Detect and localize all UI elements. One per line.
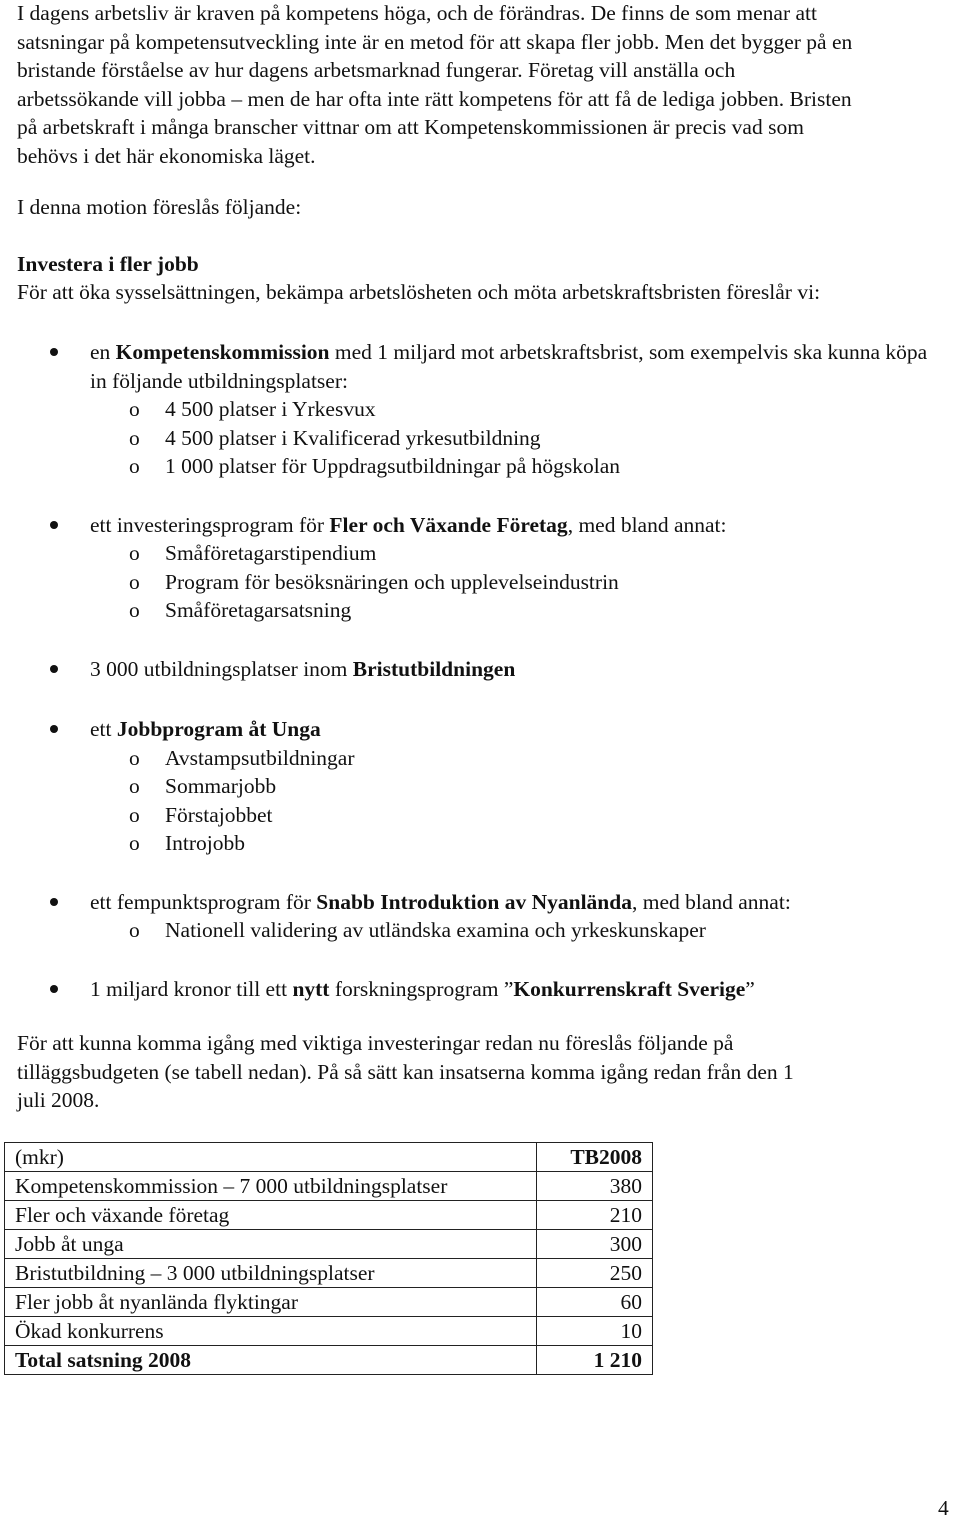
table-cell-value: 1 210 <box>537 1346 653 1375</box>
list-item: ett investeringsprogram för Fler och Växande Företag, med bland annat: o Småföretagarstipendium o Program för besöksnäringen och upplevelseindustrin o Småföretagarsatsning <box>17 511 947 625</box>
bullet-icon <box>50 348 58 356</box>
table-cell-value: 60 <box>537 1288 653 1317</box>
table-header-cell: TB2008 <box>537 1143 653 1172</box>
bullet-icon <box>50 898 58 906</box>
intro-paragraph: I dagens arbetsliv är kraven på kompetens höga, och de förändras. De finns de som menar att satsningar på kompetensutveckling inte är en metod för att skapa fler jobb. Men det bygger på en bristande förståelse av hur dagens arbetsmarknad fungerar. Företag vill anställa och arbetssökande vill jobba – men de har ofta inte rätt kompetens för att få de lediga jobben. Bristen på arbetskraft i många branscher vittnar om att Kompetenskommissionen är precis vad som behövs i det här ekonomiska läget. <box>17 1 853 168</box>
bullet-icon <box>50 725 58 733</box>
list-item: ett fempunktsprogram för Snabb Introduktion av Nyanlända, med bland annat: o Nationell validering av utländska examina och yrkeskunskaper <box>17 888 947 945</box>
table-cell-value: 380 <box>537 1172 653 1201</box>
table-cell-label: Kompetenskommission – 7 000 utbildningsplatser <box>5 1172 537 1201</box>
sub-item: o Program för besöksnäringen och upplevelseindustrin <box>129 569 619 594</box>
section-lead: För att öka sysselsättningen, bekämpa arbetslösheten och möta arbetskraftsbristen föreslår vi: <box>17 280 821 304</box>
table-total-row <box>5 1346 653 1375</box>
bullet-icon <box>50 665 58 673</box>
table-header-cell: (mkr) <box>5 1143 537 1172</box>
table-cell-value: 300 <box>537 1230 653 1259</box>
table-cell-label: Total satsning 2008 <box>5 1346 537 1375</box>
table-row <box>5 1288 653 1317</box>
table-cell-value: 250 <box>537 1259 653 1288</box>
sub-item: o Nationell validering av utländska examina och yrkeskunskaper <box>129 918 706 942</box>
table-cell-value: 10 <box>537 1317 653 1346</box>
list-item: en Kompetenskommission med 1 miljard mot arbetskraftsbrist, som exempelvis ska kunna köpa in följande utbildningsplatser: o 4 500 platser i Yrkesvux o 4 500 platser i Kvalificerad yrkesutbildning o 1 000 platser för Uppdragsutbildningar på högskolan <box>17 338 947 481</box>
table-row <box>5 1230 653 1259</box>
bullet-icon <box>50 521 58 529</box>
list-item: 3 000 utbildningsplatser inom Bristutbildningen <box>17 655 947 684</box>
table-cell-value: 210 <box>537 1201 653 1230</box>
table-cell-label: Ökad konkurrens <box>5 1317 537 1346</box>
closing-paragraph: För att kunna komma igång med viktiga investeringar redan nu föreslås följande på tilläggsbudgeten (se tabell nedan). På så sätt kan insatserna komma igång redan från den 1 juli 2008. <box>17 1031 794 1112</box>
sub-item: o Förstajobbet <box>129 802 273 827</box>
bullet-icon <box>50 985 58 993</box>
list-item: ett Jobbprogram åt Unga o Avstampsutbildningar o Sommarjobb o Förstajobbet o Introjobb <box>17 715 947 858</box>
sub-item: o Småföretagarsatsning <box>129 598 352 622</box>
budget-table <box>4 1142 653 1375</box>
sub-item: o Småföretagarstipendium <box>129 541 377 565</box>
section-heading: Investera i fler jobb <box>17 252 199 276</box>
table-row <box>5 1317 653 1346</box>
table-row <box>5 1172 653 1201</box>
table-row <box>5 1201 653 1230</box>
sub-item: o 4 500 platser i Yrkesvux <box>129 397 376 421</box>
page-number: 4 <box>938 1496 949 1520</box>
table-cell-label: Jobb åt unga <box>5 1230 537 1259</box>
table-cell-label: Bristutbildning – 3 000 utbildningsplatser <box>5 1259 537 1288</box>
sub-item: o Introjobb <box>129 831 246 855</box>
table-header-row <box>5 1143 653 1172</box>
proposal-list <box>17 338 947 1003</box>
sub-item: o Avstampsutbildningar <box>129 745 355 770</box>
table-row <box>5 1259 653 1288</box>
sub-item: o 4 500 platser i Kvalificerad yrkesutbildning <box>129 425 541 450</box>
table-cell-label: Fler jobb åt nyanlända flyktingar <box>5 1288 537 1317</box>
list-item: 1 miljard kronor till ett nytt forskningsprogram ”Konkurrenskraft Sverige” <box>17 975 947 1004</box>
sub-item: o Sommarjobb <box>129 774 277 798</box>
table-cell-label: Fler och växande företag <box>5 1201 537 1230</box>
proposal-lead: I denna motion föreslås följande: <box>17 195 302 219</box>
sub-item: o 1 000 platser för Uppdragsutbildningar på högskolan <box>129 454 620 478</box>
